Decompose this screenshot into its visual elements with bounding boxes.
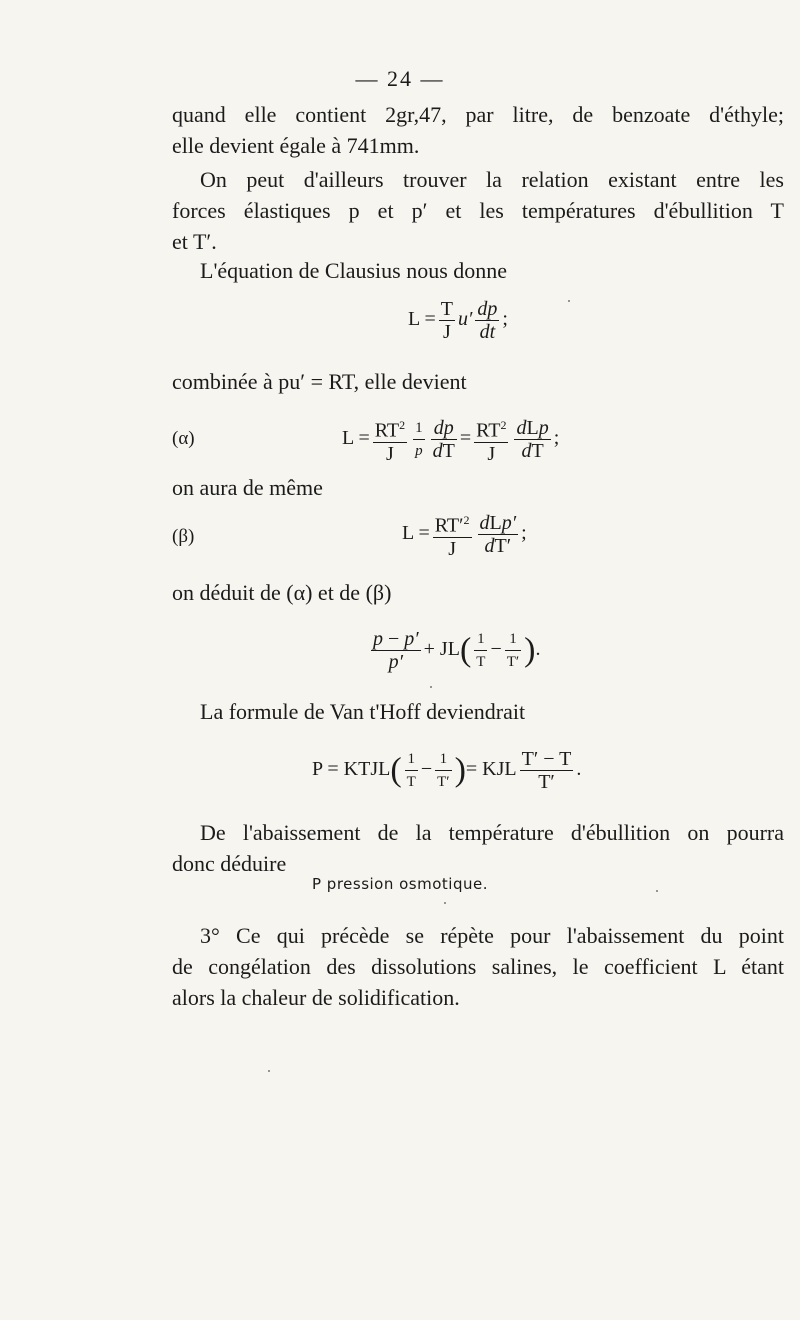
text-line: donc déduire bbox=[172, 851, 287, 876]
text-line: elle devient égale à 741mm. bbox=[172, 133, 420, 158]
equation-beta: L = $\frac{RT'^2}{J}$ $\frac{\text{dLp′}}{dT'}$ ; bbox=[402, 509, 527, 560]
text-line: On peut d'ailleurs trouver la relation existant entre les bbox=[200, 167, 784, 192]
text-line: on déduit de (α) et de (β) bbox=[172, 580, 392, 605]
text-line: De l'abaissement de la température d'ébullition on pourra bbox=[200, 820, 784, 845]
text-line: alors la chaleur de solidification. bbox=[172, 985, 460, 1010]
page-number: — 24 — bbox=[355, 66, 445, 91]
scan-speck bbox=[268, 1070, 270, 1072]
text-line: L'équation de Clausius nous donne bbox=[200, 258, 508, 283]
text-line: La formule de Van t'Hoff deviendrait bbox=[200, 699, 526, 724]
caption-osmotic-pressure: P pression osmotique. bbox=[311, 875, 488, 893]
scan-speck bbox=[444, 902, 446, 904]
text-line: 3° Ce qui précède se répète pour l'abaissement du point bbox=[200, 923, 784, 948]
text-line: forces élastiques p et p′ et les températures d'ébullition T bbox=[172, 198, 784, 223]
text-line: de congélation des dissolutions salines, le coefficient L étant bbox=[172, 954, 784, 979]
text-line: combinée à pu′ = RT, elle devient bbox=[172, 369, 467, 394]
equation-deduced: $\frac{p - p'}{p'}$ + JL( $\frac{1}{T}$ − $\frac{1}{T'}$ ). bbox=[373, 628, 541, 673]
scan-speck bbox=[656, 890, 658, 892]
equation-label-alpha: (α) bbox=[172, 428, 195, 449]
text-line: on aura de même bbox=[172, 475, 323, 500]
equation-label-beta: (β) bbox=[172, 526, 195, 547]
scan-speck bbox=[568, 300, 570, 302]
equation-van-t-hoff: P = KTJL( $\frac{1}{T}$ − $\frac{1}{T'}$ )= KJL $\frac{T' - T}{T'}$ . bbox=[312, 748, 582, 793]
scan-speck bbox=[430, 686, 432, 688]
text-line: et T′. bbox=[172, 229, 217, 254]
equation-alpha: L = $\frac{RT^2}{J}$ $\frac{1}{p}$ $\frac{dp}{dT}$ = $\frac{RT^2}{J}$ $\frac{\text{dLp}}{dT}$ ; bbox=[342, 414, 559, 465]
text-line: quand elle contient 2gr,47, par litre, de benzoate d'éthyle; bbox=[172, 102, 784, 127]
equation-clausius: L = $\frac{T}{J}$ u′ $\frac{dp}{dt}$ ; bbox=[408, 298, 508, 343]
